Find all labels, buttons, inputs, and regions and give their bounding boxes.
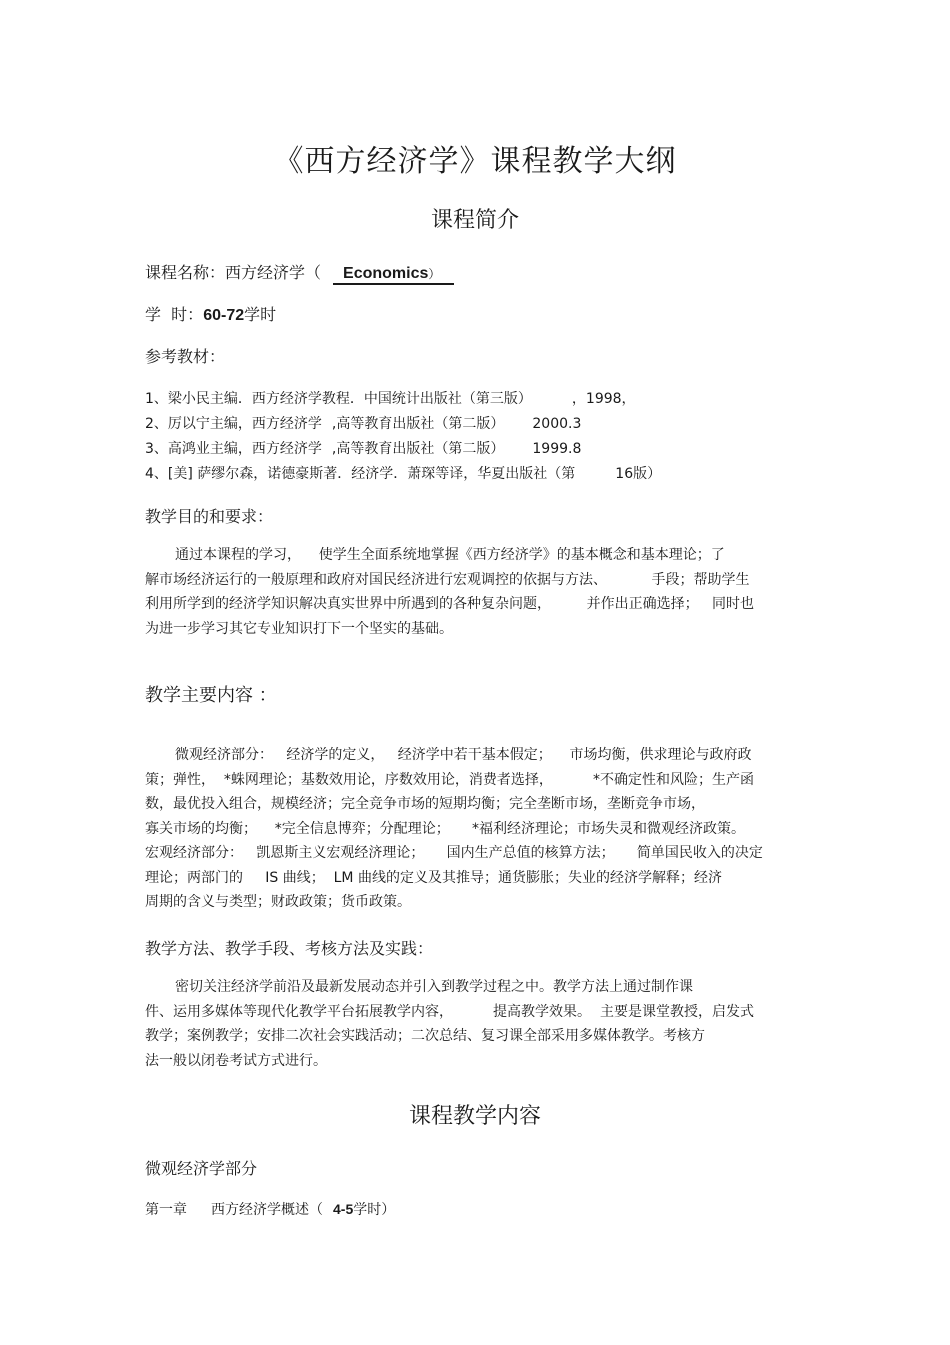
- reference-text: 3、高鸿业主编，西方经济学: [145, 441, 322, 457]
- content-line: 理论；两部门的 IS 曲线； LM 曲线的定义及其推导；通货膨胀；失业的经济学解释；经济: [145, 869, 722, 886]
- reference-item: [145, 438, 581, 458]
- chapter-heading: [145, 1199, 395, 1219]
- methods-heading: 教学方法、教学手段、考核方法及实践：: [145, 939, 434, 958]
- hours-line: [145, 302, 276, 325]
- references-heading: 参考教材：: [145, 347, 226, 366]
- chapter-hours: 4-5: [333, 1201, 354, 1217]
- content-heading: 教学主要内容 ：: [145, 685, 277, 706]
- content-line: 宏观经济部分： 凯恩斯主义宏观经济理论； 国内生产总值的核算方法； 简单国民收入的决定: [145, 845, 763, 861]
- reference-text: 2、厉以宁主编，西方经济学: [145, 416, 322, 432]
- goals-heading: 教学目的和要求：: [145, 507, 274, 526]
- hours-unit: 学时: [244, 305, 277, 324]
- reference-tail: ，1998，: [571, 391, 636, 407]
- content-line: 微观经济部分： 经济学的定义， 经济学中若干基本假定； 市场均衡，供求理论与政府政: [175, 747, 752, 763]
- goals-line: 利用所学到的经济学知识解决真实世界中所遇到的各种复杂问题， 并作出正确选择； 同时也: [145, 596, 754, 612]
- methods-line: 密切关注经济学前沿及最新发展动态并引入到教学过程之中。教学方法上通过制作课: [175, 979, 693, 995]
- hours-value: 60-72: [203, 307, 245, 324]
- reference-text: 1、梁小民主编．西方经济学教程．中国统计出版社（第三版）: [145, 391, 532, 407]
- document-title: 《西方经济学》课程教学大纲: [273, 144, 677, 179]
- reference-tail: 2000.3: [532, 416, 582, 432]
- methods-paragraph: [145, 975, 810, 1073]
- goals-line: 为进一步学习其它专业知识打下一个坚实的基础。: [145, 620, 453, 637]
- reference-item: [145, 413, 581, 433]
- chapter-label: 第一章: [145, 1202, 187, 1218]
- chapter-title: 西方经济学概述（: [211, 1202, 323, 1218]
- hours-label: 学 时：: [145, 305, 204, 324]
- micro-heading: 微观经济学部分: [145, 1159, 258, 1178]
- reference-publisher: ,高等教育出版社（第二版）: [331, 441, 505, 457]
- reference-item: [145, 463, 661, 483]
- reference-publisher: ,高等教育出版社（第二版）: [331, 416, 505, 432]
- content-line: 周期的含义与类型；财政政策；货币政策。: [145, 894, 411, 910]
- goals-line: 通过本课程的学习， 使学生全面系统地掌握《西方经济学》的基本概念和基本理论；了: [175, 547, 725, 563]
- reference-tail: 1999.8: [532, 441, 582, 457]
- intro-heading: 课程简介: [430, 208, 519, 233]
- goals-paragraph: [145, 543, 810, 641]
- course-name-line: [145, 260, 454, 285]
- methods-line: 法一般以闭卷考试方式进行。: [145, 1052, 327, 1069]
- content-line: 策；弹性， *蛛网理论；基数效用论，序数效用论，消费者选择， *不确定性和风险；生产函: [145, 771, 754, 788]
- course-name-close: ）: [428, 267, 441, 281]
- course-name-label: 课程名称：西方经济学（: [145, 263, 322, 282]
- methods-line: 件、运用多媒体等现代化教学平台拓展教学内容， 提高教学效果。 主要是课堂教授，启发式: [145, 1003, 754, 1020]
- course-content-heading: 课程教学内容: [408, 1104, 541, 1129]
- course-name-value: [333, 265, 454, 285]
- reference-tail: 16版）: [615, 466, 662, 482]
- content-line: 寡关市场的均衡； *完全信息博弈；分配理论； *福利经济理论；市场失灵和微观经济政策。: [145, 820, 746, 837]
- content-line: 数，最优投入组合，规模经济；完全竞争市场的短期均衡；完全垄断市场，垄断竞争市场，: [145, 796, 705, 812]
- chapter-hours-unit: 学时）: [353, 1202, 396, 1218]
- course-name-english: Economics: [343, 265, 429, 282]
- content-paragraph: [145, 743, 810, 915]
- reference-item: [145, 388, 636, 408]
- methods-line: 教学；案例教学；安排二次社会实践活动；二次总结、复习课全部采用多媒体教学。考核方: [145, 1028, 705, 1044]
- reference-text: 4、[美] 萨缪尔森，诺德豪斯著．经济学．萧琛等译，华夏出版社（第: [145, 466, 576, 482]
- goals-line: 解市场经济运行的一般原理和政府对国民经济进行宏观调控的依据与方法、 手段；帮助学生: [145, 571, 750, 588]
